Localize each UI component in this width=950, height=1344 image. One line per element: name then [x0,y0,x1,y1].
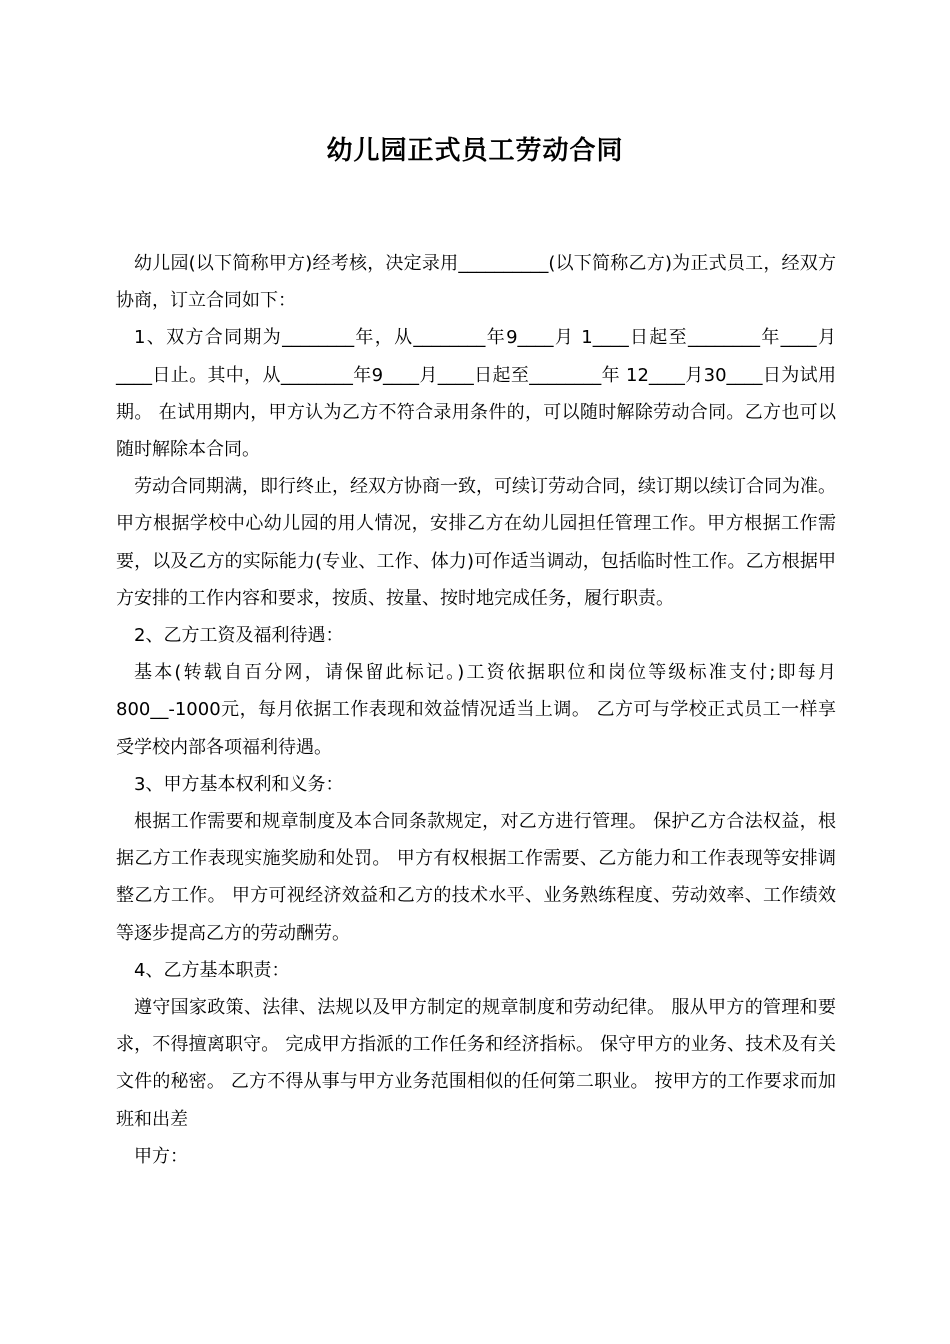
paragraph-clause-1: 1、双方合同期为________年，从________年9____月 1____日起至________年____月____日止。其中，从________年9____月____日起至________年 12____月30____日为试用期。 在试用期内，甲方认为乙方不符合录用条件的，可以随时解除劳动合同。乙方也可以随时解除本合同。 [116,327,836,461]
document-title: 幼儿园正式员工劳动合同 [326,136,624,166]
paragraph-contract-expiry: 劳动合同期满，即行终止，经双方协商一致，可续订劳动合同，续订期以续订合同为准。 甲方根据学校中心幼儿园的用人情况，安排乙方在幼儿园担任管理工作。甲方根据工作需要，以及乙方的实际能力(专业、工作、体力)可作适当调动，包括临时性工作。乙方根据甲方安排的工作内容和要求，按质、按量、按时地完成任务，履行职责。 [116,476,836,609]
heading-clause-3: 3、甲方基本权利和义务： [134,773,344,795]
heading-clause-4: 4、乙方基本职责： [134,959,290,981]
document-body [116,245,836,1175]
paragraph-salary: 基本(转载自百分网，请保留此标记。)工资依据职位和岗位等级标准支付;即每月800__-1000元，每月依据工作表现和效益情况适当上调。 乙方可与学校正式员工一样享受学校内部各项福利待遇。 [116,662,836,758]
paragraph-party-a-rights: 根据工作需要和规章制度及本合同条款规定，对乙方进行管理。 保护乙方合法权益，根据乙方工作表现实施奖励和处罚。 甲方有权根据工作需要、乙方能力和工作表现等安排调整乙方工作。 甲方可视经济效益和乙方的技术水平、业务熟练程度、劳动效率、工作绩效等逐步提高乙方的劳动酬劳。 [116,811,836,944]
signature-party-a: 甲方： [134,1145,188,1167]
paragraph-intro: 幼儿园(以下简称甲方)经考核，决定录用__________(以下简称乙方)为正式员工，经双方协商，订立合同如下： [116,253,836,312]
paragraph-party-b-duties: 遵守国家政策、法律、法规以及甲方制定的规章制度和劳动纪律。 服从甲方的管理和要求，不得擅离职守。 完成甲方指派的工作任务和经济指标。 保守甲方的业务、技术及有关文件的秘密。 乙方不得从事与甲方业务范围相似的任何第二职业。 按甲方的工作要求而加班和出差 [116,997,836,1130]
heading-clause-2: 2、乙方工资及福利待遇： [134,625,344,647]
